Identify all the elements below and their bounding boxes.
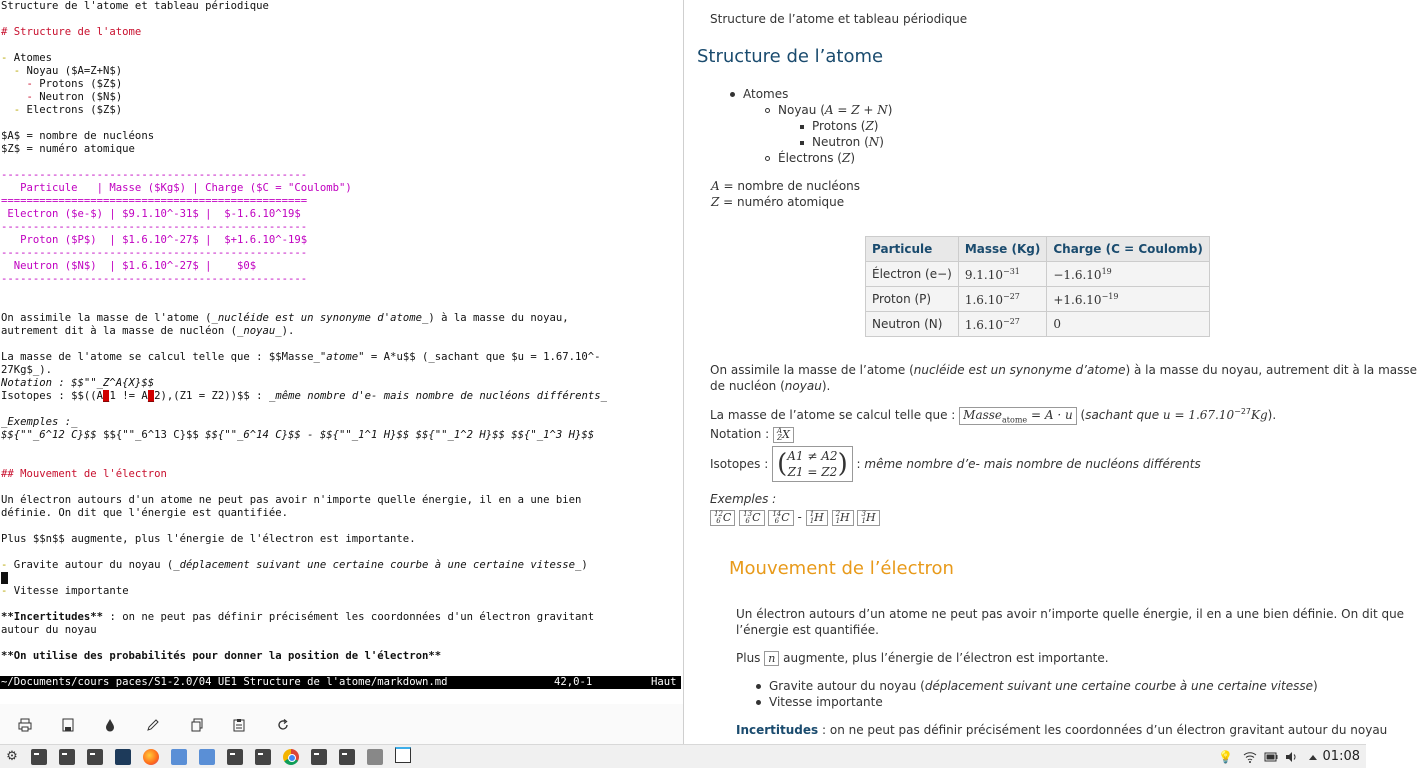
terminal-icon[interactable]: [87, 749, 103, 765]
editor-text: 1 != A: [109, 390, 148, 402]
status-cursor-position: 42,0-1: [554, 676, 593, 688]
list-item: [756, 679, 1318, 693]
editor-line: [1, 351, 601, 364]
paragraph-text: On assimile la masse de l’atome (: [710, 363, 914, 377]
math-box: [857, 510, 879, 526]
paragraph-text: Isotopes :: [710, 457, 773, 471]
math-inline: Masse: [963, 408, 1003, 422]
editor-line: [1, 585, 129, 598]
list-item: [800, 135, 884, 149]
heading-mouvement: Mouvement de l’électron: [729, 558, 954, 579]
list-item-text: Vitesse importante: [769, 695, 883, 709]
editor-cursor-line[interactable]: [1, 572, 8, 585]
paragraph: [736, 651, 1109, 666]
editor-line: Particule | Masse ($Kg$) | Charge ($C = "Coulomb"): [1, 182, 352, 194]
terminal-icon[interactable]: [339, 749, 355, 765]
list-marker: -: [1, 78, 40, 90]
editor-text: _déplacement suivant une certaine courbe à une certaine vitesse_: [173, 559, 582, 571]
paragraph-text: La masse de l’atome se calcul telle que :: [710, 408, 960, 422]
editor-line: [1, 104, 122, 117]
editor-text: **Incertitudes**: [1, 611, 104, 623]
wifi-icon[interactable]: [1243, 750, 1257, 764]
list-marker: -: [1, 559, 14, 571]
math-superscript: 3: [861, 510, 866, 518]
math-superscript: 14: [772, 510, 782, 518]
math-inline: H: [840, 511, 850, 524]
math-subscript: 6: [774, 517, 780, 525]
list-item-text: ): [1313, 679, 1318, 693]
math-box: [768, 510, 793, 526]
tray-expand-icon[interactable]: [1306, 750, 1320, 764]
math-box: [772, 446, 853, 482]
list-item-text: Neutron (: [812, 135, 869, 149]
definition-a: [711, 179, 860, 193]
editor-text: 2),(Z1 = Z2))$$ :: [154, 390, 269, 402]
editor-line: [1, 429, 594, 442]
save-icon[interactable]: [57, 714, 79, 736]
definition-text: = nombre de nucléons: [719, 179, 861, 193]
matrix-row: A1 ≠ A2: [787, 449, 838, 463]
list-item-text: ): [879, 135, 884, 149]
math-superscript: 12: [714, 510, 723, 518]
exemples-label: [710, 492, 776, 506]
table-cell: [1047, 312, 1210, 337]
editor-text: Atomes: [13, 52, 53, 64]
list-item-text: Gravite autour du noyau (: [769, 679, 925, 693]
math-inline: u = 1.67.10: [1162, 408, 1235, 422]
cell-exponent: −31: [1003, 266, 1020, 276]
window-icon[interactable]: [115, 749, 131, 765]
cell-text: 0: [1053, 317, 1061, 331]
editor-line: Notation : $$""_Z^A{X}$$: [1, 377, 155, 389]
editor-line: Proton ($P$) | $1.6.10^-27$ | $+1.6.10^-19$: [1, 234, 308, 246]
editor-text: $${""_6^12 C}$$: [1, 429, 104, 441]
list-marker: -: [1, 52, 14, 64]
table-cell: Neutron (N): [866, 312, 959, 337]
editor-line: ------------------------------------------------: [1, 247, 308, 259]
editor-line: 27Kg$_).: [1, 364, 53, 376]
math-superscript: 1: [809, 510, 815, 518]
list-item-text: Noyau (: [778, 103, 825, 117]
text-cursor: [1, 572, 8, 584]
math-inline: Z: [841, 151, 851, 165]
math-inline: C: [752, 511, 761, 524]
math-inline: A: [711, 179, 720, 193]
editor-text: Noyau ($A=Z+N$): [26, 65, 123, 77]
list-item-text: Protons (: [812, 119, 866, 133]
clock[interactable]: 01:08: [1322, 749, 1360, 764]
editor-text: Electrons ($Z$): [26, 104, 123, 116]
lightbulb-icon[interactable]: 💡: [1218, 750, 1233, 764]
bullet: [756, 700, 761, 705]
definition-text: = numéro atomique: [719, 195, 845, 209]
paragraph-text: nucléide est un synonyme d’atome: [913, 363, 1126, 377]
math-box: [710, 510, 735, 526]
math-box: n: [764, 651, 779, 666]
editor-text: _nucléide est un synonyme d'atome_: [211, 312, 429, 324]
bullet: [756, 684, 761, 689]
table-cell: Proton (P): [866, 287, 959, 312]
editor-line: _Exemples :_: [1, 416, 78, 428]
list-item: [765, 103, 892, 117]
editor-line: [1, 78, 122, 91]
cell-text: 1.6.10: [964, 317, 1004, 332]
paren-open: (: [777, 449, 788, 479]
vim-editor[interactable]: [0, 0, 683, 690]
editor-text: _: [103, 390, 110, 402]
list-item-text: déplacement suivant une certaine courbe à une certaine vitesse: [924, 679, 1313, 693]
math-inline: Z: [865, 119, 874, 133]
editor-text: _noyau_: [237, 325, 282, 337]
editor-line: [1, 312, 569, 325]
editor-line: ------------------------------------------------: [1, 221, 308, 233]
math-box: [773, 427, 794, 443]
editor-line: **On utilise des probabilités pour donner la position de l'électron**: [1, 650, 442, 662]
paragraph-text: :: [852, 457, 865, 471]
status-scroll: Haut: [651, 676, 677, 688]
bullet: [800, 141, 804, 145]
list-item: [756, 695, 883, 709]
table-cell: [958, 312, 1047, 337]
list-item: [800, 119, 878, 133]
editor-text: Protons ($Z$): [39, 78, 123, 90]
math-subscript: 1: [861, 517, 866, 525]
editor-line: ------------------------------------------------: [1, 273, 308, 285]
cell-exponent: −27: [1003, 316, 1020, 326]
editor-text: autrement dit à la masse de nucléon (: [1, 325, 237, 337]
editor-line: ------------------------------------------------: [1, 169, 308, 181]
clipboard-icon[interactable]: [228, 714, 250, 736]
paragraph: Un électron autours d’un atome ne peut pas avoir n’importe quelle énergie, il en a une bien définie. On dit que: [736, 607, 1405, 621]
heading-structure: Structure de l’atome: [697, 46, 884, 67]
app-launcher-icon[interactable]: ⚙: [6, 749, 18, 764]
math-superscript: −27: [1234, 407, 1252, 416]
editor-line: Un électron autours d'un atome ne peut pas avoir n'importe quelle énergie, il en a une bien: [1, 494, 582, 506]
editor-line: [1, 52, 52, 65]
matrix-row: Z1 = Z2: [787, 465, 838, 479]
list-item-text: ): [850, 151, 855, 165]
editor-text: Neutron ($N$): [39, 91, 123, 103]
terminal-icon[interactable]: [255, 749, 271, 765]
math-subscript: 1: [809, 517, 815, 525]
editor-text: ).: [281, 325, 295, 337]
editor-line: [1, 611, 594, 624]
isotopes-line: [710, 446, 1201, 482]
list-item-text: ): [887, 103, 893, 117]
paragraph: [710, 363, 1417, 377]
firefox-icon[interactable]: [143, 749, 159, 765]
editor-text: ): [581, 559, 588, 571]
paragraph-text: de nucléon (: [710, 379, 785, 393]
paragraph-text: ).: [821, 379, 831, 393]
volume-icon[interactable]: [1284, 750, 1298, 764]
editor-line: [1, 559, 588, 572]
list-item-text: Électrons (: [778, 151, 842, 165]
math-box: [959, 407, 1077, 425]
terminal-icon[interactable]: [31, 749, 47, 765]
paragraph: [736, 723, 1387, 737]
cell-exponent: −19: [1101, 291, 1119, 301]
chrome-icon[interactable]: [283, 749, 299, 765]
ink-drop-icon[interactable]: [99, 714, 121, 736]
paragraph-text: Notation :: [710, 427, 774, 441]
math-inline: Kg: [1251, 408, 1268, 422]
editor-line: définie. On dit que l'énergie est quantifiée.: [1, 507, 289, 519]
editor-line: autour du noyau: [1, 624, 97, 636]
math-superscript: 13: [743, 510, 753, 518]
list-item-text: Atomes: [743, 87, 789, 101]
math-superscript: A: [777, 427, 783, 435]
editor-text: $${""_1^2 H}$$ $${"_1^3 H}$$: [415, 429, 595, 441]
math-inline: Z: [711, 195, 720, 209]
cell-exponent: −27: [1003, 291, 1020, 301]
pager-icon[interactable]: [395, 747, 411, 763]
editor-line: $Z$ = numéro atomique: [1, 143, 135, 155]
folder-icon[interactable]: [199, 749, 215, 765]
editor-text: ) à la masse du noyau,: [428, 312, 569, 324]
particles-table: [865, 236, 1210, 337]
table-cell: [958, 287, 1047, 312]
bullet: [800, 125, 804, 129]
list-marker: -: [1, 91, 40, 103]
math-subscript: Z: [777, 434, 783, 442]
editor-line: Structure de l'atome et tableau périodique: [1, 0, 269, 12]
math-inline: X: [782, 428, 790, 441]
editor-text: Isotopes : $$((A: [1, 390, 104, 402]
math-inline: C: [781, 511, 790, 524]
editor-line: Electron ($e-$) | $9.1.10^-31$ | $-1.6.10^19$: [1, 208, 301, 220]
paragraph-text: : on ne peut pas définir précisément les coordonnées d’un électron gravitant autour du noyau: [818, 723, 1388, 737]
paragraph-text: Exemples :: [710, 492, 777, 506]
editor-line: Neutron ($N$) | $1.6.10^-27$ | $0$: [1, 260, 257, 272]
math-superscript: 2: [835, 510, 841, 518]
math-inline: H: [865, 511, 876, 524]
math-inline: C: [722, 511, 732, 524]
editor-text: _même nombre d'e- mais nombre de nucléons différents_: [268, 390, 607, 402]
list-item: [765, 151, 855, 165]
editor-text: On assimile la masse de l'atome (: [1, 312, 212, 324]
editor-text: $${""_6^14 C}$$ - $${""_1^1 H}$$: [198, 429, 416, 441]
math-inline: N: [868, 135, 880, 149]
table-cell: [1047, 262, 1210, 287]
editor-line: # Structure de l'atome: [1, 26, 142, 38]
editor-text: Vitesse importante: [13, 585, 129, 597]
cell-text: 9.1.10: [964, 267, 1004, 282]
bullet: [730, 92, 735, 97]
copy-icon[interactable]: [186, 714, 208, 736]
terminal-icon[interactable]: [311, 749, 327, 765]
editor-line: ================================================: [1, 195, 308, 207]
table-cell: Électron (e−): [866, 262, 959, 287]
editor-line: [1, 390, 607, 403]
math-inline: H: [814, 511, 824, 524]
markdown-preview[interactable]: [684, 0, 1417, 744]
math-box: [739, 510, 764, 526]
paragraph-text: même nombre d’e- mais nombre de nucléons différents: [864, 457, 1201, 471]
editor-text: _: [147, 390, 155, 402]
battery-icon[interactable]: [1264, 750, 1278, 764]
terminal-icon[interactable]: [59, 749, 75, 765]
math-box: [806, 510, 828, 526]
math-subscript: 6: [716, 517, 721, 525]
column-header: Charge (C = Coulomb): [1047, 237, 1210, 262]
taskbar: [0, 744, 1366, 768]
editor-line: $A$ = nombre de nucléons: [1, 130, 155, 142]
cell-text: −1.6.10: [1053, 267, 1102, 282]
paragraph-text: ).: [1267, 408, 1277, 422]
editor-text: $${""_6^13 C}$$: [103, 429, 199, 441]
paragraph-text: noyau: [784, 379, 822, 393]
paragraph-text: -: [797, 510, 802, 524]
list-marker: -: [1, 104, 27, 116]
editor-line: [1, 325, 294, 338]
math-inline: A = Z + N: [824, 103, 888, 117]
definition-z: [711, 195, 844, 209]
math-subscript: atome: [1002, 415, 1028, 425]
cell-text: +1.6.10: [1053, 292, 1102, 307]
editor-line: [1, 91, 122, 104]
print-icon[interactable]: [14, 714, 36, 736]
document-title: Structure de l’atome et tableau périodique: [710, 12, 968, 26]
vim-status-line: [0, 676, 681, 689]
paragraph: [710, 379, 830, 393]
math-box: [832, 510, 854, 526]
list-marker: -: [1, 65, 27, 77]
column-header: Masse (Kg): [958, 237, 1047, 262]
math-subscript: 1: [835, 517, 841, 525]
cell-exponent: 19: [1101, 266, 1112, 276]
table-cell: [958, 262, 1047, 287]
math-inline: = A · u: [1027, 408, 1073, 422]
column-header: Particule: [866, 237, 959, 262]
pencil-icon[interactable]: [142, 714, 164, 736]
notation-line: [710, 427, 794, 443]
paragraph-text: Plus: [736, 651, 765, 665]
paren-close: ): [837, 449, 848, 479]
editor-text: Gravite autour du noyau (: [13, 559, 174, 571]
bullet: [765, 156, 770, 161]
editor-line: [1, 65, 122, 78]
paragraph: l’énergie est quantifiée.: [736, 623, 879, 637]
paragraph-text: sachant que: [1085, 408, 1163, 422]
table-header-row: [866, 237, 1210, 262]
table-row: [866, 287, 1210, 312]
refresh-icon[interactable]: [272, 714, 294, 736]
status-file-path: ~/Documents/cours paces/S1-2.0/04 UE1 Structure de l'atome/markdown.md: [1, 676, 448, 688]
terminal-icon[interactable]: [227, 749, 243, 765]
editor-text: " = A*u$$ (_sachant que $u = 1.67.10^-: [358, 351, 601, 363]
bullet: [765, 108, 770, 113]
editor-line: Plus $$n$$ augmente, plus l'énergie de l'électron est importante.: [1, 533, 416, 545]
cell-text: 1.6.10: [964, 292, 1004, 307]
list-item-text: ): [873, 119, 879, 133]
table-cell: [1047, 287, 1210, 312]
list-marker: -: [1, 585, 14, 597]
editor-line: ## Mouvement de l'électron: [1, 468, 167, 480]
table-row: [866, 262, 1210, 287]
list-item: [730, 87, 788, 101]
editor-text: : on ne peut pas définir précisément les coordonnées d'un électron gravitant: [103, 611, 595, 623]
math-subscript: 6: [745, 517, 750, 525]
masse-formula-line: [710, 407, 1276, 425]
paragraph-text: (: [1076, 408, 1086, 422]
paragraph-text: Incertitudes: [736, 723, 819, 737]
folder-icon[interactable]: [171, 749, 187, 765]
editor-window-icon[interactable]: [367, 749, 383, 765]
exemples-row: [710, 510, 880, 526]
editor-text: La masse de l'atome se calcul telle que : $$Masse_": [1, 351, 327, 363]
table-row: [866, 312, 1210, 337]
editor-text: atome: [326, 351, 359, 363]
paragraph-text: augmente, plus l’énergie de l’électron est importante.: [779, 651, 1109, 665]
editor-toolbar: [0, 704, 683, 744]
paragraph-text: ) à la masse du noyau, autrement dit à la masse: [1125, 363, 1417, 377]
